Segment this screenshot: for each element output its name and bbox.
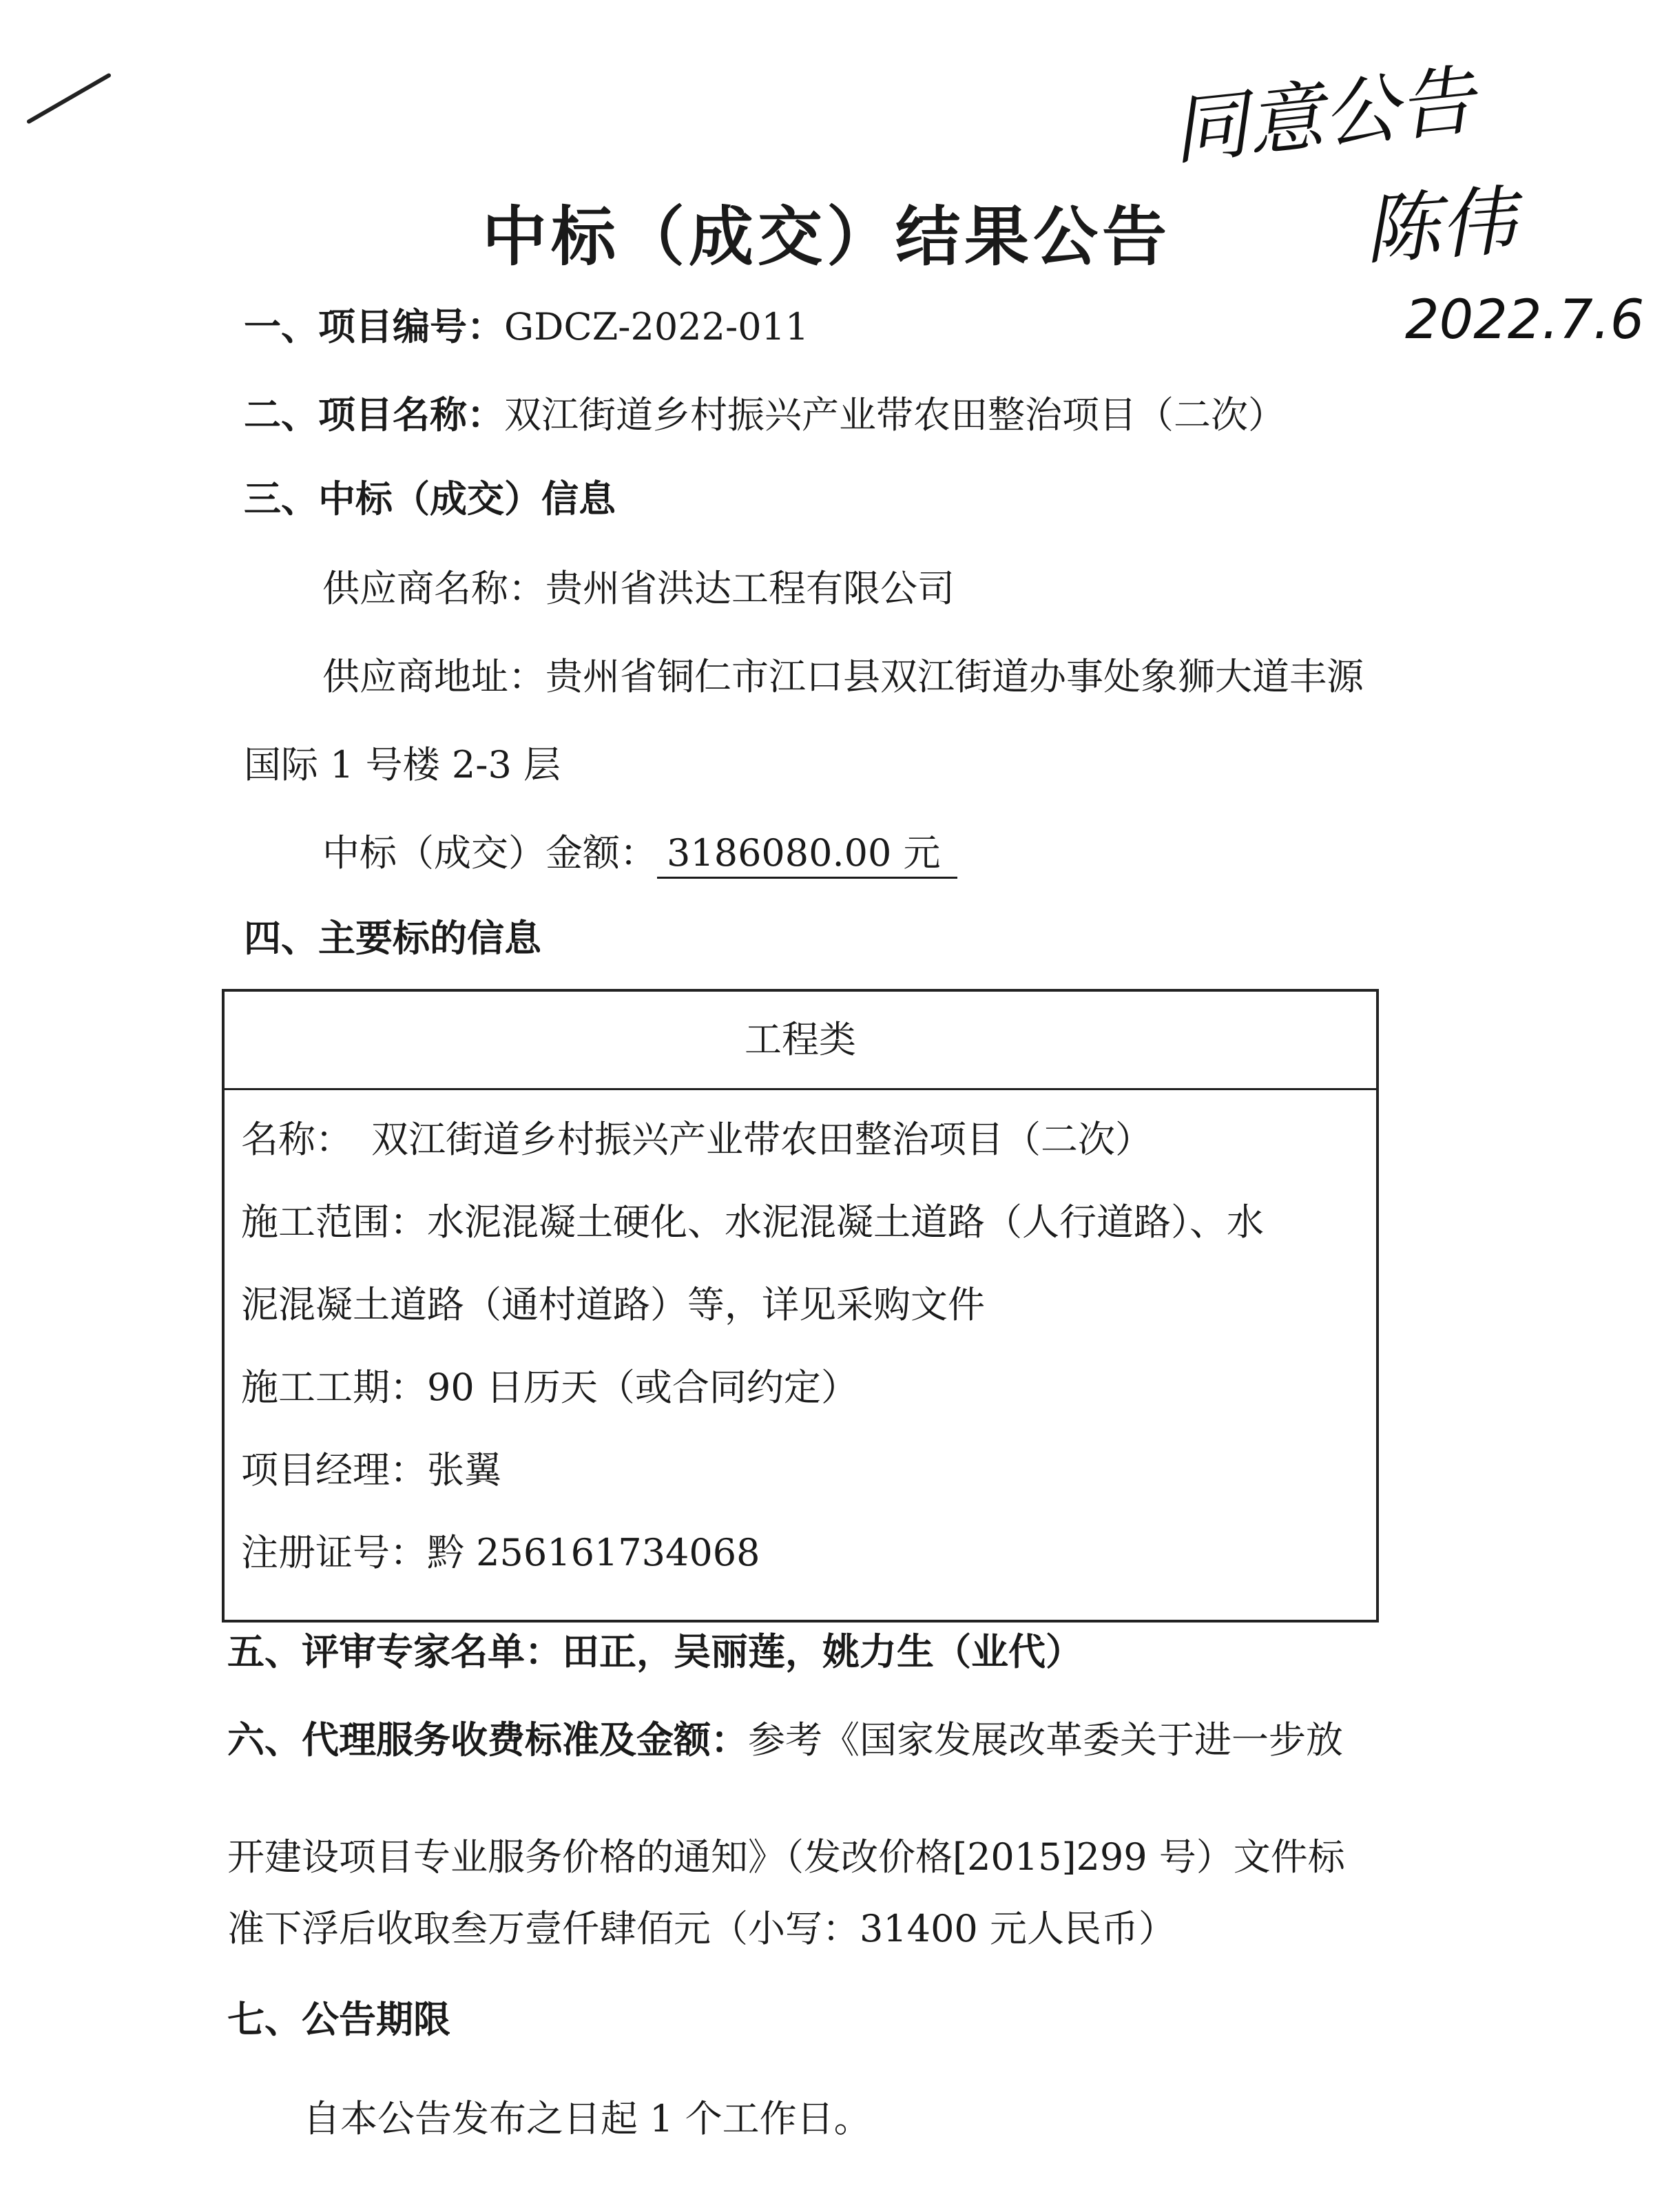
table-row-scope-line1: 施工范围：水泥混凝土硬化、水泥混凝土道路（人行道路）、水 bbox=[241, 1200, 1264, 1244]
amount-label: 中标（成交）金额： bbox=[322, 831, 657, 875]
handwritten-signature: 陈伟 bbox=[1361, 176, 1519, 275]
table-category: 工程类 bbox=[225, 992, 1376, 1090]
section-experts: 五、评审专家名单：田正，吴丽莲，姚力生（业代） bbox=[227, 1630, 1083, 1673]
pen-mark bbox=[26, 72, 112, 124]
section-heading: 一、项目编号： bbox=[244, 305, 504, 348]
handwritten-date: 2022.7.6 bbox=[1405, 289, 1645, 351]
fee-line2: 开建设项目专业服务价格的通知》（发改价格[2015]299 号）文件标 bbox=[227, 1835, 1345, 1879]
project-name: 双江街道乡村振兴产业带农田整治项目（二次） bbox=[504, 393, 1285, 437]
notice-period-text: 自本公告发布之日起 1 个工作日。 bbox=[303, 2097, 871, 2140]
subject-table bbox=[222, 989, 1379, 1623]
page-title: 中标（成交）结果公告 bbox=[481, 200, 1171, 275]
section-project-number bbox=[244, 298, 809, 351]
section-heading: 四、主要标的信息 bbox=[244, 917, 541, 960]
fee-line3: 准下浮后收取叁万壹仟肆佰元（小写：31400 元人民币） bbox=[227, 1907, 1176, 1950]
supplier-address-line1: 供应商地址：贵州省铜仁市江口县双江街道办事处象狮大道丰源 bbox=[322, 655, 1364, 698]
section-heading: 二、项目名称： bbox=[244, 393, 504, 437]
table-row-scope-line2: 泥混凝土道路（通村道路）等，详见采购文件 bbox=[241, 1283, 985, 1326]
section-heading: 六、代理服务收费标准及金额： bbox=[227, 1718, 748, 1762]
bid-amount bbox=[322, 824, 957, 879]
table-row-name: 名称： 双江街道乡村振兴产业带农田整治项目（二次） bbox=[241, 1118, 1152, 1161]
table-row-reg-no: 注册证号：黔 256161734068 bbox=[241, 1531, 760, 1574]
table-row-period: 施工工期：90 日历天（或合同约定） bbox=[241, 1366, 858, 1409]
fee-line1: 参考《国家发展改革委关于进一步放 bbox=[748, 1718, 1343, 1762]
table-row-manager: 项目经理：张翼 bbox=[241, 1448, 501, 1492]
section-project-name bbox=[244, 386, 1285, 439]
handwritten-approval: 同意公告 bbox=[1167, 56, 1479, 176]
project-number: GDCZ-2022-011 bbox=[504, 305, 809, 348]
section-heading: 七、公告期限 bbox=[227, 1998, 450, 2041]
supplier-name: 供应商名称：贵州省洪达工程有限公司 bbox=[322, 567, 955, 610]
amount-value: 3186080.00 元 bbox=[657, 824, 957, 879]
supplier-address-line2: 国际 1 号楼 2-3 层 bbox=[244, 743, 561, 786]
section-agency-fee bbox=[227, 1711, 1343, 1764]
section-heading: 三、中标（成交）信息 bbox=[244, 477, 616, 521]
